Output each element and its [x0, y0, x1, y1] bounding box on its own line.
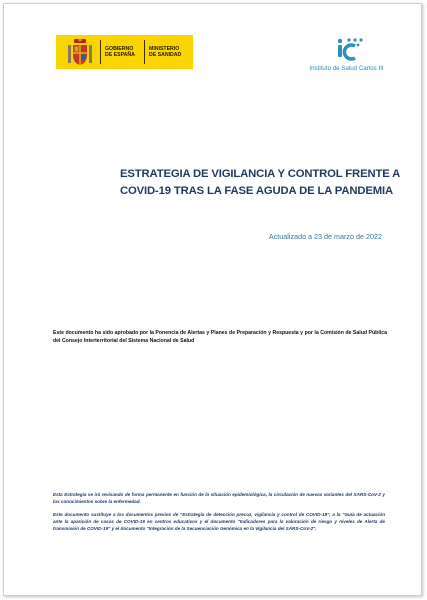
document-title [120, 166, 410, 200]
instituto-salud-carlos-iii-logo [304, 37, 389, 77]
isciii-icon [335, 37, 365, 63]
title-line-2: COVID-19 TRAS LA FASE AGUDA DE LA PANDEMIA [120, 185, 393, 197]
gobierno-espana-logo [56, 35, 193, 69]
title-line-1: ESTRATEGIA DE VIGILANCIA Y CONTROL FRENTE A [120, 168, 401, 180]
institute-name: Instituto de Salud Carlos III [309, 65, 384, 72]
update-date: Actualizado a 23 de marzo de 2022 [268, 232, 382, 241]
revision-note: Esta Estrategia se irá revisando de forma permanente en función de la situación epidemiológica, la circulación de nuevas variantes del SARS-CoV-2 y los conocimientos sobre la enfermedad. [53, 492, 385, 505]
logo-divider [144, 40, 145, 64]
document-page [3, 3, 422, 596]
gobierno-label: GOBIERNO DE ESPAÑA [105, 45, 135, 58]
ministerio-label: MINISTERIO DE SANIDAD [149, 45, 182, 58]
replacement-note: Este documento sustituye a los documentos previos de "Estrategia de detección precoz, vigilancia y control de COVID-19", a la "Guía de actuación ante la aparición de casos de COVID-19 en centros educativos y el documento "Indicadores para la valoración de riesgo y niveles de Alerta de transmisión de COVID-19" y el documento "Integración de la Secuenciación Genómica en la Vigilancia del SARS-CoV-2". [53, 512, 385, 532]
coat-of-arms-icon [65, 37, 95, 67]
logo-divider [100, 40, 101, 64]
approval-statement: Este documento ha sido aprobado por la Ponencia de Alertas y Planes de Preparación y Respuesta y por la Comisión de Salud Pública del Consejo Interterritorial del Sistema Nacional de Salud [53, 330, 387, 345]
